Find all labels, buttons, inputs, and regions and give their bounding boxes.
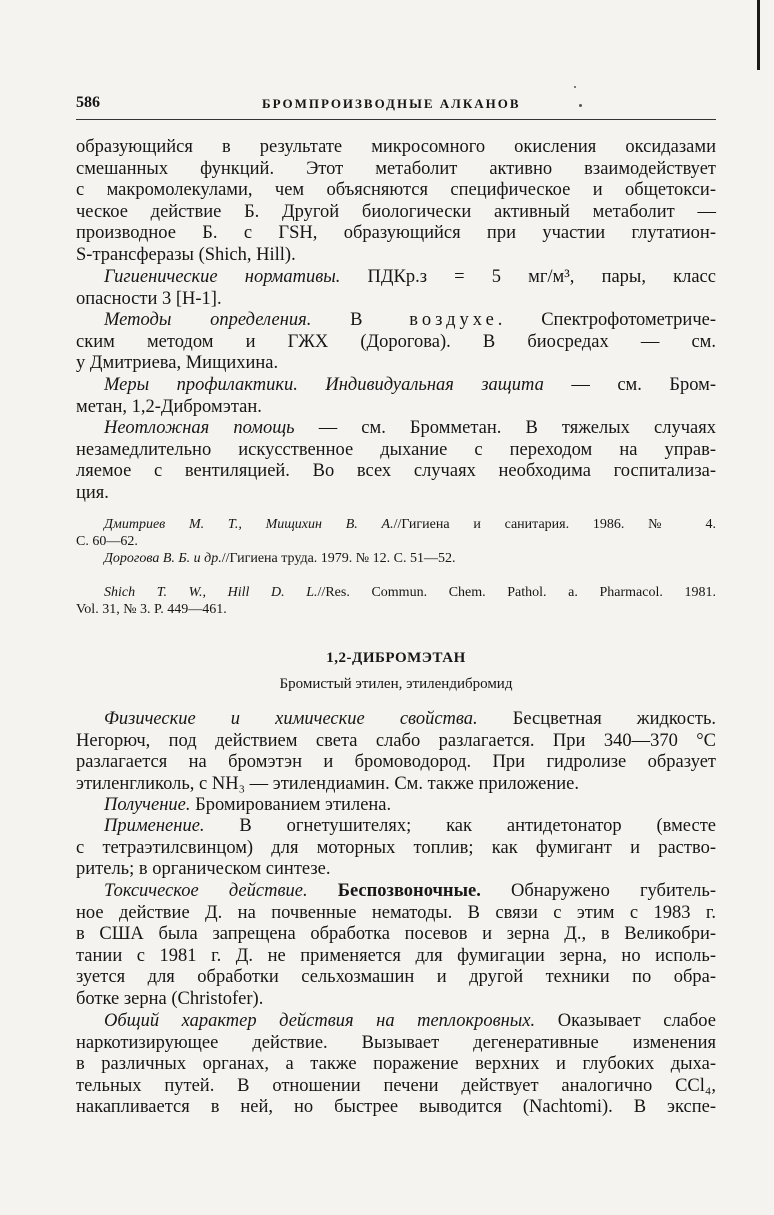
reference-1 <box>76 516 716 550</box>
reference-source: //Res. Commun. Chem. Pathol. a. Pharmacol. 1981. <box>317 585 717 600</box>
physical-paragraph <box>76 709 716 795</box>
production-text: Бромированием этилена. <box>190 795 392 815</box>
methods-paragraph <box>76 310 716 375</box>
header-rule <box>76 119 716 120</box>
general-label: Общий характер действия на теплокровных. <box>104 1011 536 1031</box>
text-line: в США была запрещена обработка посевов и зерна Д., в Великобри- <box>76 924 716 945</box>
text-line: тании с 1981 г. Д. не применяется для фумигации зерна, но исполь- <box>76 945 716 966</box>
text-line: S-трансферазы (Shich, Hill). <box>76 244 296 265</box>
text-line: ритель; в органическом синтезе. <box>76 859 331 880</box>
general-paragraph <box>76 1011 716 1119</box>
scan-edge-line <box>757 0 760 70</box>
toxic-text: Обнаружено губитель- <box>480 881 716 901</box>
hygiene-text: ПДКр.з = 5 мг/м³, пары, класс <box>340 267 716 287</box>
section-title: 1,2-ДИБРОМЭТАН <box>326 650 466 666</box>
text-line: ное действие Д. на почвенные нематоды. В связи с этим с 1983 г. <box>76 902 716 923</box>
text-line: этиленгликоль, с NH₃ — этилендиамин. См. также приложение. <box>76 773 579 794</box>
intro-paragraph <box>76 137 716 267</box>
reference-authors: Shich T. W., Hill D. L. <box>104 585 318 600</box>
page-number: 586 <box>76 94 100 111</box>
text-line: ческое действие Б. Другой биологически активный метаболит — <box>76 201 716 222</box>
section-subtitle: Бромистый этилен, этилендибромид <box>279 676 513 692</box>
text-line: образующийся в результате микросомного окисления оксидазами <box>76 137 716 157</box>
text-line: накапливается в ней, но быстрее выводится (Nachtomi). В экспе- <box>76 1097 716 1118</box>
physical-label: Физические и химические свойства. <box>104 709 478 729</box>
text-line: ботке зерна (Christofer). <box>76 988 264 1009</box>
text-line: Vol. 31, № 3. P. 449—461. <box>76 602 227 617</box>
scan-speck <box>574 86 576 88</box>
text-line: наркотизирующее действие. Вызывает дегенеративные изменения <box>76 1032 716 1053</box>
reference-authors: Дмитриев М. Т., Мищихин В. А. <box>104 517 394 532</box>
air-word: В воздухе <box>350 310 498 330</box>
general-text: Оказывает слабое <box>535 1011 716 1031</box>
hygiene-label: Гигиенические нормативы. <box>104 267 341 287</box>
production-label: Получение. <box>104 795 191 815</box>
physical-text: Бесцветная жидкость. <box>477 709 716 729</box>
emergency-paragraph <box>76 418 716 504</box>
text-line: с макромолекулами, чем объясняются специфическое и общетокси- <box>76 180 716 201</box>
emergency-label: Неотложная помощь <box>104 418 295 438</box>
text-line: Негорюч, под действием света слабо разлагается. При 340—370 °С <box>76 730 716 751</box>
text-line: ция. <box>76 482 109 503</box>
text-line: ляемое с вентиляцией. Во всех случаях необходима госпитализа- <box>76 461 716 482</box>
text-line: разлагается на бромэтэн и бромоводород. При гидролизе образует <box>76 752 716 773</box>
reference-source: //Гигиена и санитария. 1986. № 4. <box>393 517 716 532</box>
reference-source: //Гигиена труда. 1979. № 12. С. 51—52. <box>221 551 456 566</box>
text-line: метан, 1,2-Дибромэтан. <box>76 396 262 417</box>
text-line: производное Б. с ГSH, образующийся при участии глутатион- <box>76 223 716 244</box>
toxic-paragraph <box>76 881 716 1011</box>
production-paragraph <box>76 795 716 817</box>
application-paragraph <box>76 816 716 881</box>
prevention-text: — см. Бром- <box>543 375 716 395</box>
reference-3 <box>76 584 716 618</box>
text-line: зуется для обработки сельхозмашин и другой техники по обра- <box>76 967 716 988</box>
text-line: смешанных функций. Этот метаболит активно взаимодействует <box>76 158 716 179</box>
application-text: В огнетушителях; как антидетонатор (вместе <box>204 816 716 836</box>
methods-text: . Спектрофотометриче- <box>497 310 716 330</box>
text-line: с тетраэтилсвинцом) для моторных топлив; как фумигант и раство- <box>76 837 716 858</box>
reference-authors: Дорогова В. Б. и др. <box>104 551 222 566</box>
methods-label: Методы определения. <box>104 310 312 330</box>
application-label: Применение. <box>104 816 205 836</box>
running-head: БРОМПРОИЗВОДНЫЕ АЛКАНОВ <box>262 96 521 111</box>
prevention-label: Меры профилактики. Индивидуальная защита <box>104 375 544 395</box>
prevention-paragraph <box>76 375 716 418</box>
text-line: незамедлительно искусственное дыхание с переходом на управ- <box>76 439 716 460</box>
reference-2 <box>76 550 716 567</box>
text-line: С. 60—62. <box>76 534 138 549</box>
toxic-bold: Беспозвоночные. <box>307 881 481 901</box>
toxic-label: Токсическое действие. <box>104 881 308 901</box>
text-line: у Дмитриева, Мищихина. <box>76 353 279 374</box>
text-line: тельных путей. В отношении печени действует аналогично CCl₄, <box>76 1075 716 1096</box>
text-line: опасности 3 [Н-1]. <box>76 288 222 309</box>
hygiene-paragraph <box>76 267 716 310</box>
page-header <box>76 94 716 116</box>
text-line: в различных органах, а также поражение верхних и глубоких дыха- <box>76 1054 716 1075</box>
text-line: ским методом и ГЖХ (Дорогова). В биосредах — см. <box>76 331 716 352</box>
emergency-text: — см. Бромметан. В тяжелых случаях <box>294 418 716 438</box>
